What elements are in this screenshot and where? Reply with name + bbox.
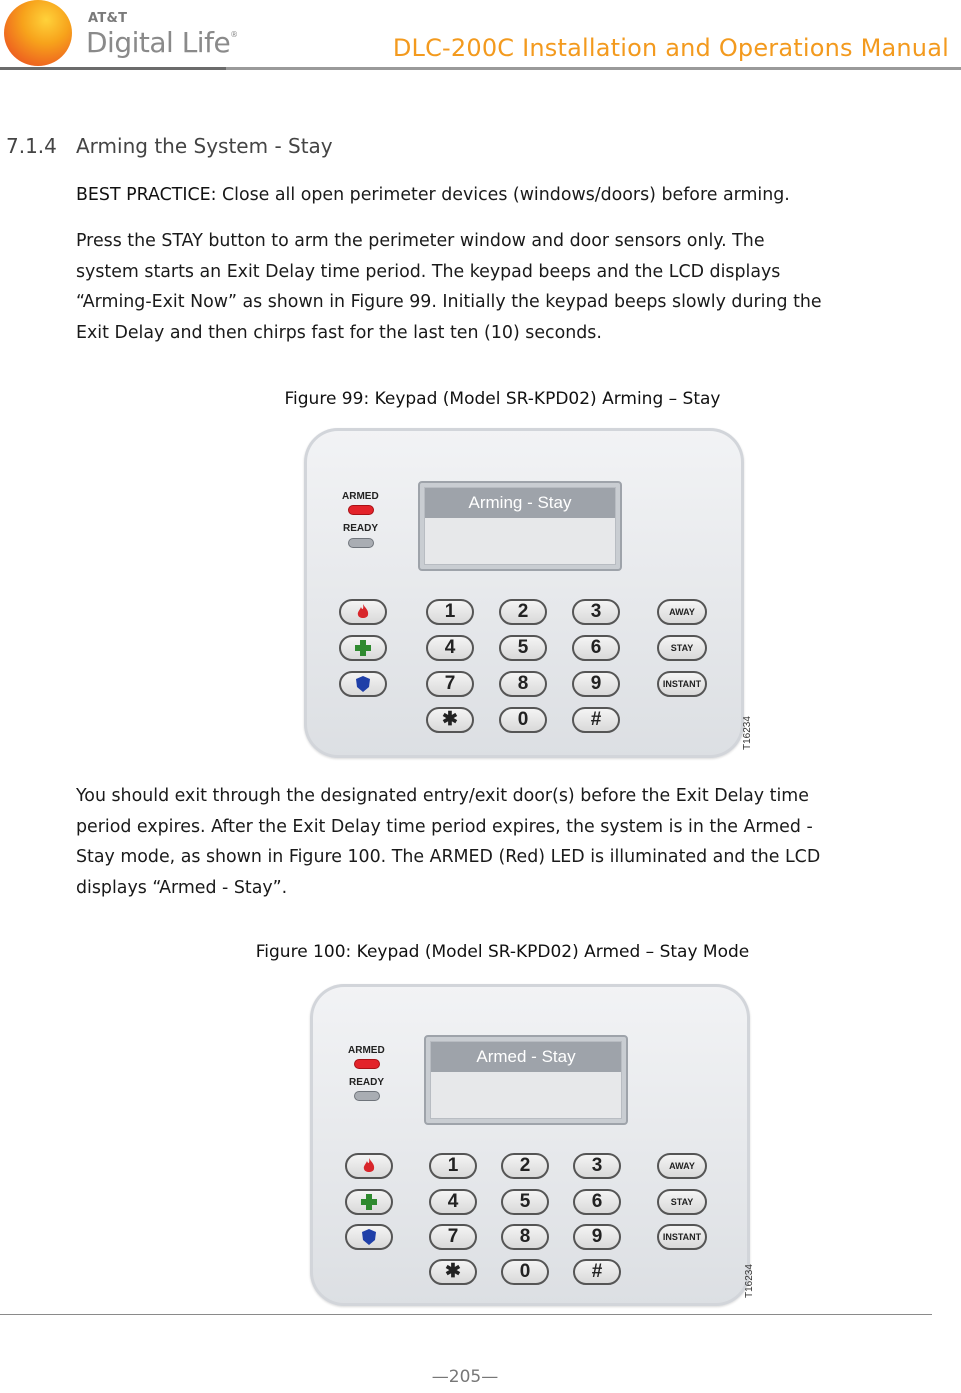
paragraph-line: displays “Armed - Stay”.	[76, 877, 288, 898]
keypad-figure-99	[304, 428, 753, 758]
key-7[interactable]: 7	[426, 671, 474, 697]
key-4[interactable]: 4	[429, 1189, 477, 1215]
armed-led	[355, 1060, 379, 1068]
police-badge-icon	[361, 1228, 377, 1246]
paragraph-line: period expires. After the Exit Delay time period expires, the system is in the Armed -	[76, 816, 813, 837]
fire-icon	[356, 603, 370, 621]
fire-icon	[362, 1157, 376, 1175]
ready-label: READY	[343, 523, 379, 534]
header-rule-accent	[0, 67, 226, 70]
key-5[interactable]: 5	[501, 1189, 549, 1215]
medical-key[interactable]	[345, 1189, 393, 1215]
armed-label: ARMED	[348, 1045, 385, 1056]
fire-key[interactable]	[345, 1153, 393, 1179]
armed-led	[349, 506, 373, 514]
instant-key[interactable]: INSTANT	[657, 1224, 707, 1250]
page-number: —205—	[431, 1367, 499, 1387]
lcd-screen	[424, 487, 616, 565]
key-star[interactable]: ✱	[429, 1259, 477, 1285]
figure-ref-number: T16234	[744, 1264, 755, 1298]
best-practice-text: Close all open perimeter devices (windows/doors) before arming.	[216, 185, 790, 205]
key-9[interactable]: 9	[572, 671, 620, 697]
brand-name-text: Digital Life	[86, 26, 231, 59]
key-hash[interactable]: #	[572, 707, 620, 733]
police-badge-icon	[355, 675, 371, 693]
lcd-text: Armed - Stay	[476, 1047, 576, 1066]
police-key[interactable]	[345, 1224, 393, 1250]
lcd-display	[424, 1035, 628, 1125]
paragraph-line: Exit Delay and then chirps fast for the last ten (10) seconds.	[76, 322, 602, 343]
lcd-display	[418, 481, 622, 571]
stay-key[interactable]: STAY	[657, 1189, 707, 1215]
section-title: Arming the System - Stay	[76, 134, 333, 158]
key-5[interactable]: 5	[499, 635, 547, 661]
lcd-text: Arming - Stay	[468, 493, 572, 512]
key-2[interactable]: 2	[499, 599, 547, 625]
medical-cross-icon	[360, 1193, 378, 1211]
brand-top: AT&T	[88, 11, 128, 26]
key-4[interactable]: 4	[426, 635, 474, 661]
away-key[interactable]: AWAY	[657, 599, 707, 625]
ready-led	[349, 539, 373, 547]
key-8[interactable]: 8	[501, 1224, 549, 1250]
medical-cross-icon	[354, 639, 372, 657]
paragraph-line: You should exit through the designated entry/exit door(s) before the Exit Delay time	[76, 786, 809, 806]
key-0[interactable]: 0	[501, 1259, 549, 1285]
paragraph-line: Stay mode, as shown in Figure 100. The ARMED (Red) LED is illuminated and the LCD	[76, 847, 821, 867]
figure-99-caption: Figure 99: Keypad (Model SR-KPD02) Arming – Stay	[284, 389, 721, 409]
paragraph-line: system starts an Exit Delay time period. The keypad beeps and the LCD displays	[76, 261, 781, 282]
keypad-figure-100	[310, 984, 755, 1306]
brand-mark: ®	[230, 30, 238, 39]
key-0[interactable]: 0	[499, 707, 547, 733]
key-6[interactable]: 6	[573, 1189, 621, 1215]
att-globe-logo	[4, 0, 72, 66]
key-7[interactable]: 7	[429, 1224, 477, 1250]
section-number: 7.1.4	[6, 134, 57, 158]
lcd-screen	[430, 1041, 622, 1119]
paragraph-armed-stay	[76, 781, 936, 903]
manual-title: DLC-200C Installation and Operations Manual	[392, 34, 949, 62]
key-9[interactable]: 9	[573, 1224, 621, 1250]
key-star[interactable]: ✱	[426, 707, 474, 733]
brand-name	[86, 26, 238, 59]
away-key[interactable]: AWAY	[657, 1153, 707, 1179]
key-6[interactable]: 6	[572, 635, 620, 661]
best-practice-label: BEST PRACTICE:	[76, 185, 217, 205]
police-key[interactable]	[339, 671, 387, 697]
key-3[interactable]: 3	[572, 599, 620, 625]
key-3[interactable]: 3	[573, 1153, 621, 1179]
key-8[interactable]: 8	[499, 671, 547, 697]
best-practice-paragraph	[76, 180, 936, 211]
figure-ref-number: T16234	[742, 716, 753, 750]
stay-key[interactable]: STAY	[657, 635, 707, 661]
paragraph-line: Press the STAY button to arm the perimeter window and door sensors only. The	[76, 231, 765, 251]
key-1[interactable]: 1	[426, 599, 474, 625]
armed-label: ARMED	[342, 491, 379, 502]
medical-key[interactable]	[339, 635, 387, 661]
ready-led	[355, 1092, 379, 1100]
ready-label: READY	[349, 1077, 385, 1088]
paragraph-line: “Arming-Exit Now” as shown in Figure 99. Initially the keypad beeps slowly during the	[76, 292, 822, 312]
fire-key[interactable]	[339, 599, 387, 625]
key-hash[interactable]: #	[573, 1259, 621, 1285]
figure-100-caption: Figure 100: Keypad (Model SR-KPD02) Armed – Stay Mode	[255, 942, 750, 962]
footer-rule	[0, 1314, 932, 1315]
paragraph-stay-arming	[76, 226, 936, 348]
key-1[interactable]: 1	[429, 1153, 477, 1179]
instant-key[interactable]: INSTANT	[657, 671, 707, 697]
key-2[interactable]: 2	[501, 1153, 549, 1179]
